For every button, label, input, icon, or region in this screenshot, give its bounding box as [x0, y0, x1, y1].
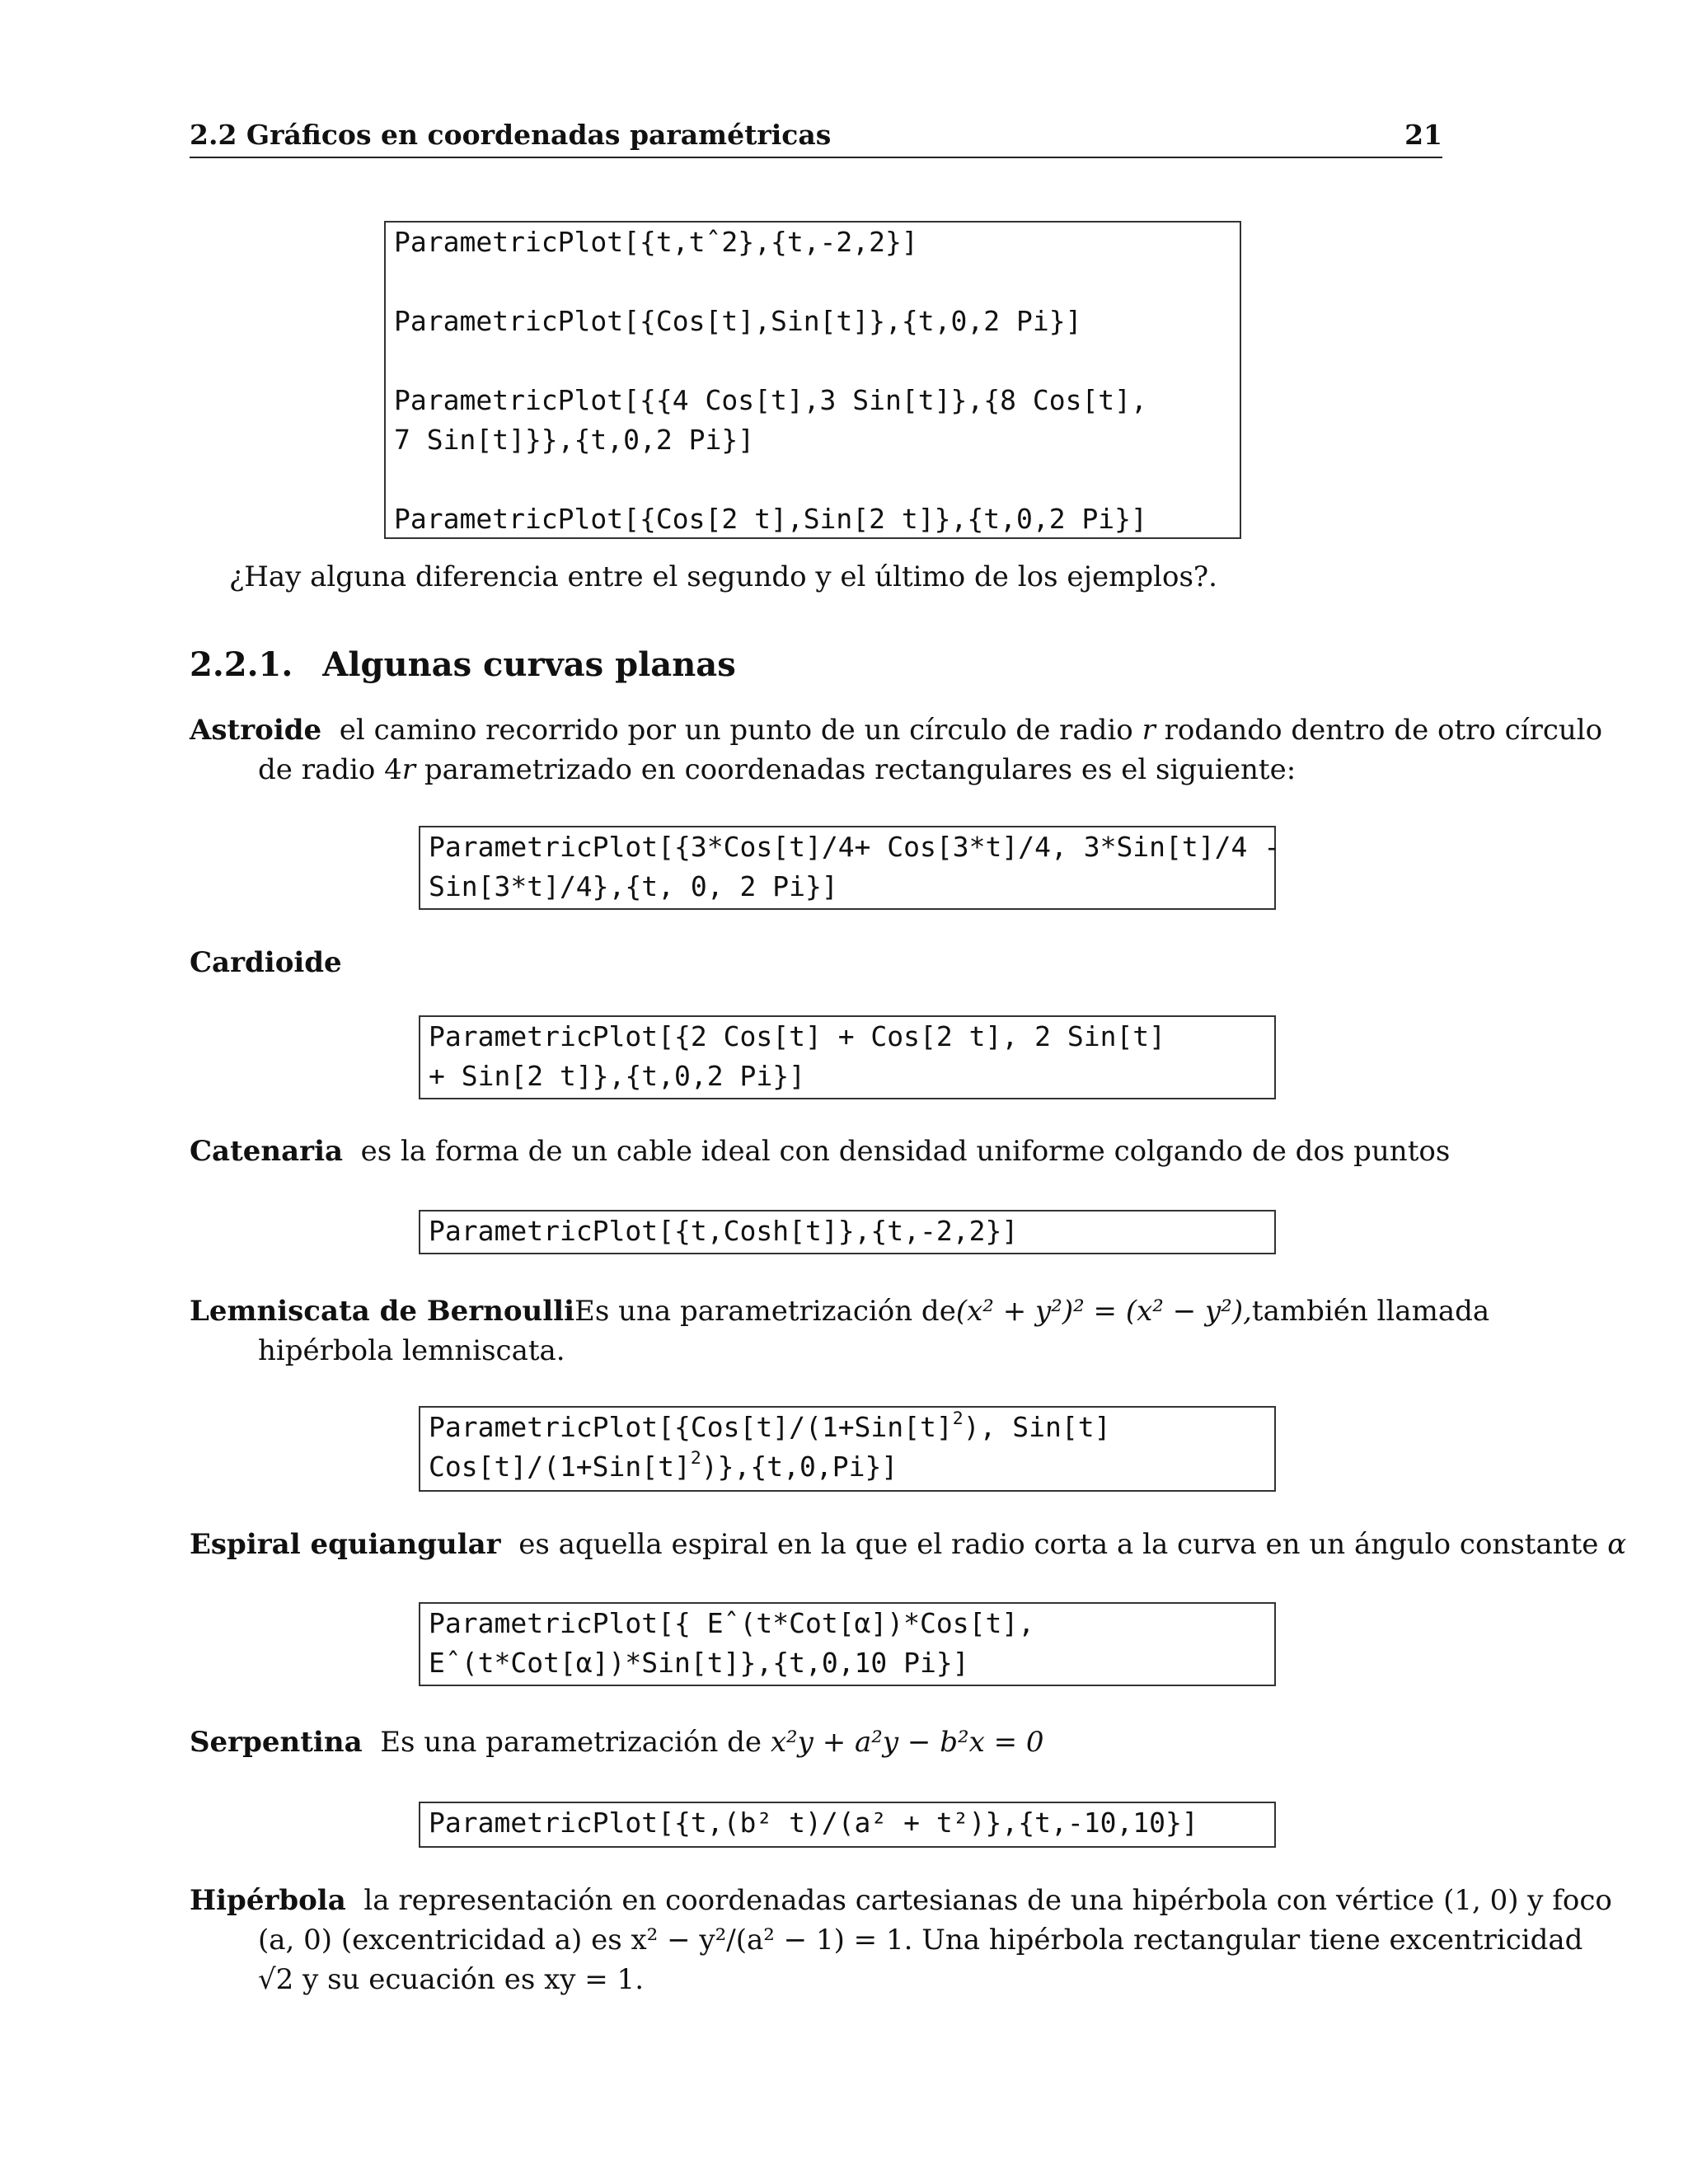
code-line: $ParametricPlot[\{Cos[t]/(1+Sin[t]^2)$, Sin[t]: [429, 1408, 1111, 1443]
hiperbola-line-1: [190, 1881, 1612, 1920]
question-paragraph: ¿Hay alguna diferencia entre el segundo y el último de los ejemplos?.: [229, 560, 1217, 593]
serpentina-paragraph: [190, 1722, 1044, 1762]
serpentina-formula: x²y + a²y − b²x = 0: [770, 1726, 1044, 1759]
math-var: r: [1142, 714, 1156, 747]
hiperbola-term: Hipérbola: [190, 1884, 346, 1917]
catenaria-term: Catenaria: [190, 1135, 344, 1168]
astroide-text: de radio 4: [258, 753, 402, 786]
astroide-text: rodando dentro de otro círculo: [1164, 714, 1603, 747]
code-line: 7 Sin[t]}},{t,0,2 Pi}]: [394, 424, 755, 456]
lemniscata-text: Es una parametrización de: [574, 1295, 956, 1328]
subsection-number: 2.2.1.: [190, 645, 293, 684]
astroide-term: Astroide: [190, 714, 322, 747]
running-header: [190, 115, 1442, 158]
intro-code-block: [384, 221, 1241, 539]
math-var: α: [1607, 1528, 1627, 1561]
code-line: ParametricPlot[{t,Cosh[t]},{t,-2,2}]: [429, 1215, 1019, 1247]
code-line: ParametricPlot[{{4 Cos[t],3 Sin[t]},{8 Cos[t],: [394, 384, 1147, 416]
lemniscata-line-2: hipérbola lemniscata.: [258, 1334, 565, 1367]
code-line: Eˆ(t*Cot[α])*Sin[t]},{t,0,10 Pi}]: [429, 1647, 969, 1679]
serpentina-code-block: [419, 1802, 1276, 1848]
lemniscata-text: también llamada: [1251, 1295, 1490, 1328]
cardioide-code-block: [419, 1015, 1276, 1099]
lemniscata-term: Lemniscata de Bernoulli: [190, 1295, 574, 1328]
code-line: + Sin[2 t]},{t,0,2 Pi}]: [429, 1060, 805, 1092]
astroide-line-2: [258, 750, 1296, 790]
lemniscata-formula: (x² + y²)² = (x² − y²),: [955, 1295, 1252, 1328]
serpentina-term: Serpentina: [190, 1726, 363, 1759]
code-line: ParametricPlot[{Cos[2 t],Sin[2 t]},{t,0,2 Pi}]: [394, 503, 1147, 535]
astroide-code-block: [419, 826, 1281, 910]
astroide-text: parametrizado en coordenadas rectangulares es el siguiente:: [424, 753, 1296, 786]
subsection-heading: [190, 645, 736, 684]
code-line: ParametricPlot[{t,(b² t)/(a² + t²)},{t,-10,10}]: [429, 1807, 1198, 1839]
code-line: ParametricPlot[{t,tˆ2},{t,-2,2}]: [394, 226, 918, 258]
catenaria-text: es la forma de un cable ideal con densidad uniforme colgando de dos puntos: [360, 1135, 1451, 1168]
subsection-title: Algunas curvas planas: [322, 645, 736, 684]
catenaria-code-block: [419, 1210, 1276, 1254]
espiral-paragraph: [190, 1525, 1626, 1564]
code-line: $Cos[t]/(1+Sin[t]^2)\},\{t,0,Pi\}$]: [429, 1447, 898, 1483]
code-line: ParametricPlot[{ Eˆ(t*Cot[α])*Cos[t],: [429, 1607, 1035, 1639]
page-number: 21: [1404, 119, 1442, 151]
catenaria-paragraph: [190, 1132, 1450, 1171]
math-var: r: [401, 753, 416, 786]
serpentina-text: Es una parametrización de: [380, 1726, 762, 1759]
lemniscata-line-1: [190, 1291, 1490, 1331]
code-line: ParametricPlot[{2 Cos[t] + Cos[2 t], 2 Sin[t]: [429, 1020, 1166, 1052]
lemniscata-code-block: [419, 1406, 1276, 1492]
header-section-title: 2.2 Gráficos en coordenadas paramétricas: [190, 119, 832, 151]
astroide-line-1: [190, 710, 1602, 750]
hiperbola-line-2: (a, 0) (excentricidad a) es x² − y²/(a² − 1) = 1. Una hipérbola rectangular tiene excentricidad: [258, 1924, 1583, 1957]
code-line: Sin[3*t]/4},{t, 0, 2 Pi}]: [429, 870, 838, 902]
code-line: ParametricPlot[{3*Cos[t]/4+ Cos[3*t]/4, 3*Sin[t]/4 -: [429, 831, 1281, 863]
espiral-term: Espiral equiangular: [190, 1528, 501, 1561]
code-line: ParametricPlot[{Cos[t],Sin[t]},{t,0,2 Pi}]: [394, 305, 1082, 337]
cardioide-term: Cardioide: [190, 946, 342, 979]
hiperbola-line-3: √2 y su ecuación es xy = 1.: [258, 1963, 644, 1996]
espiral-code-block: [419, 1602, 1276, 1686]
astroide-text: el camino recorrido por un punto de un círculo de radio: [339, 714, 1133, 747]
hiperbola-text: la representación en coordenadas cartesianas de una hipérbola con vértice (1, 0) y foco: [363, 1884, 1612, 1917]
espiral-text: es aquella espiral en la que el radio corta a la curva en un ángulo constante: [518, 1528, 1599, 1561]
